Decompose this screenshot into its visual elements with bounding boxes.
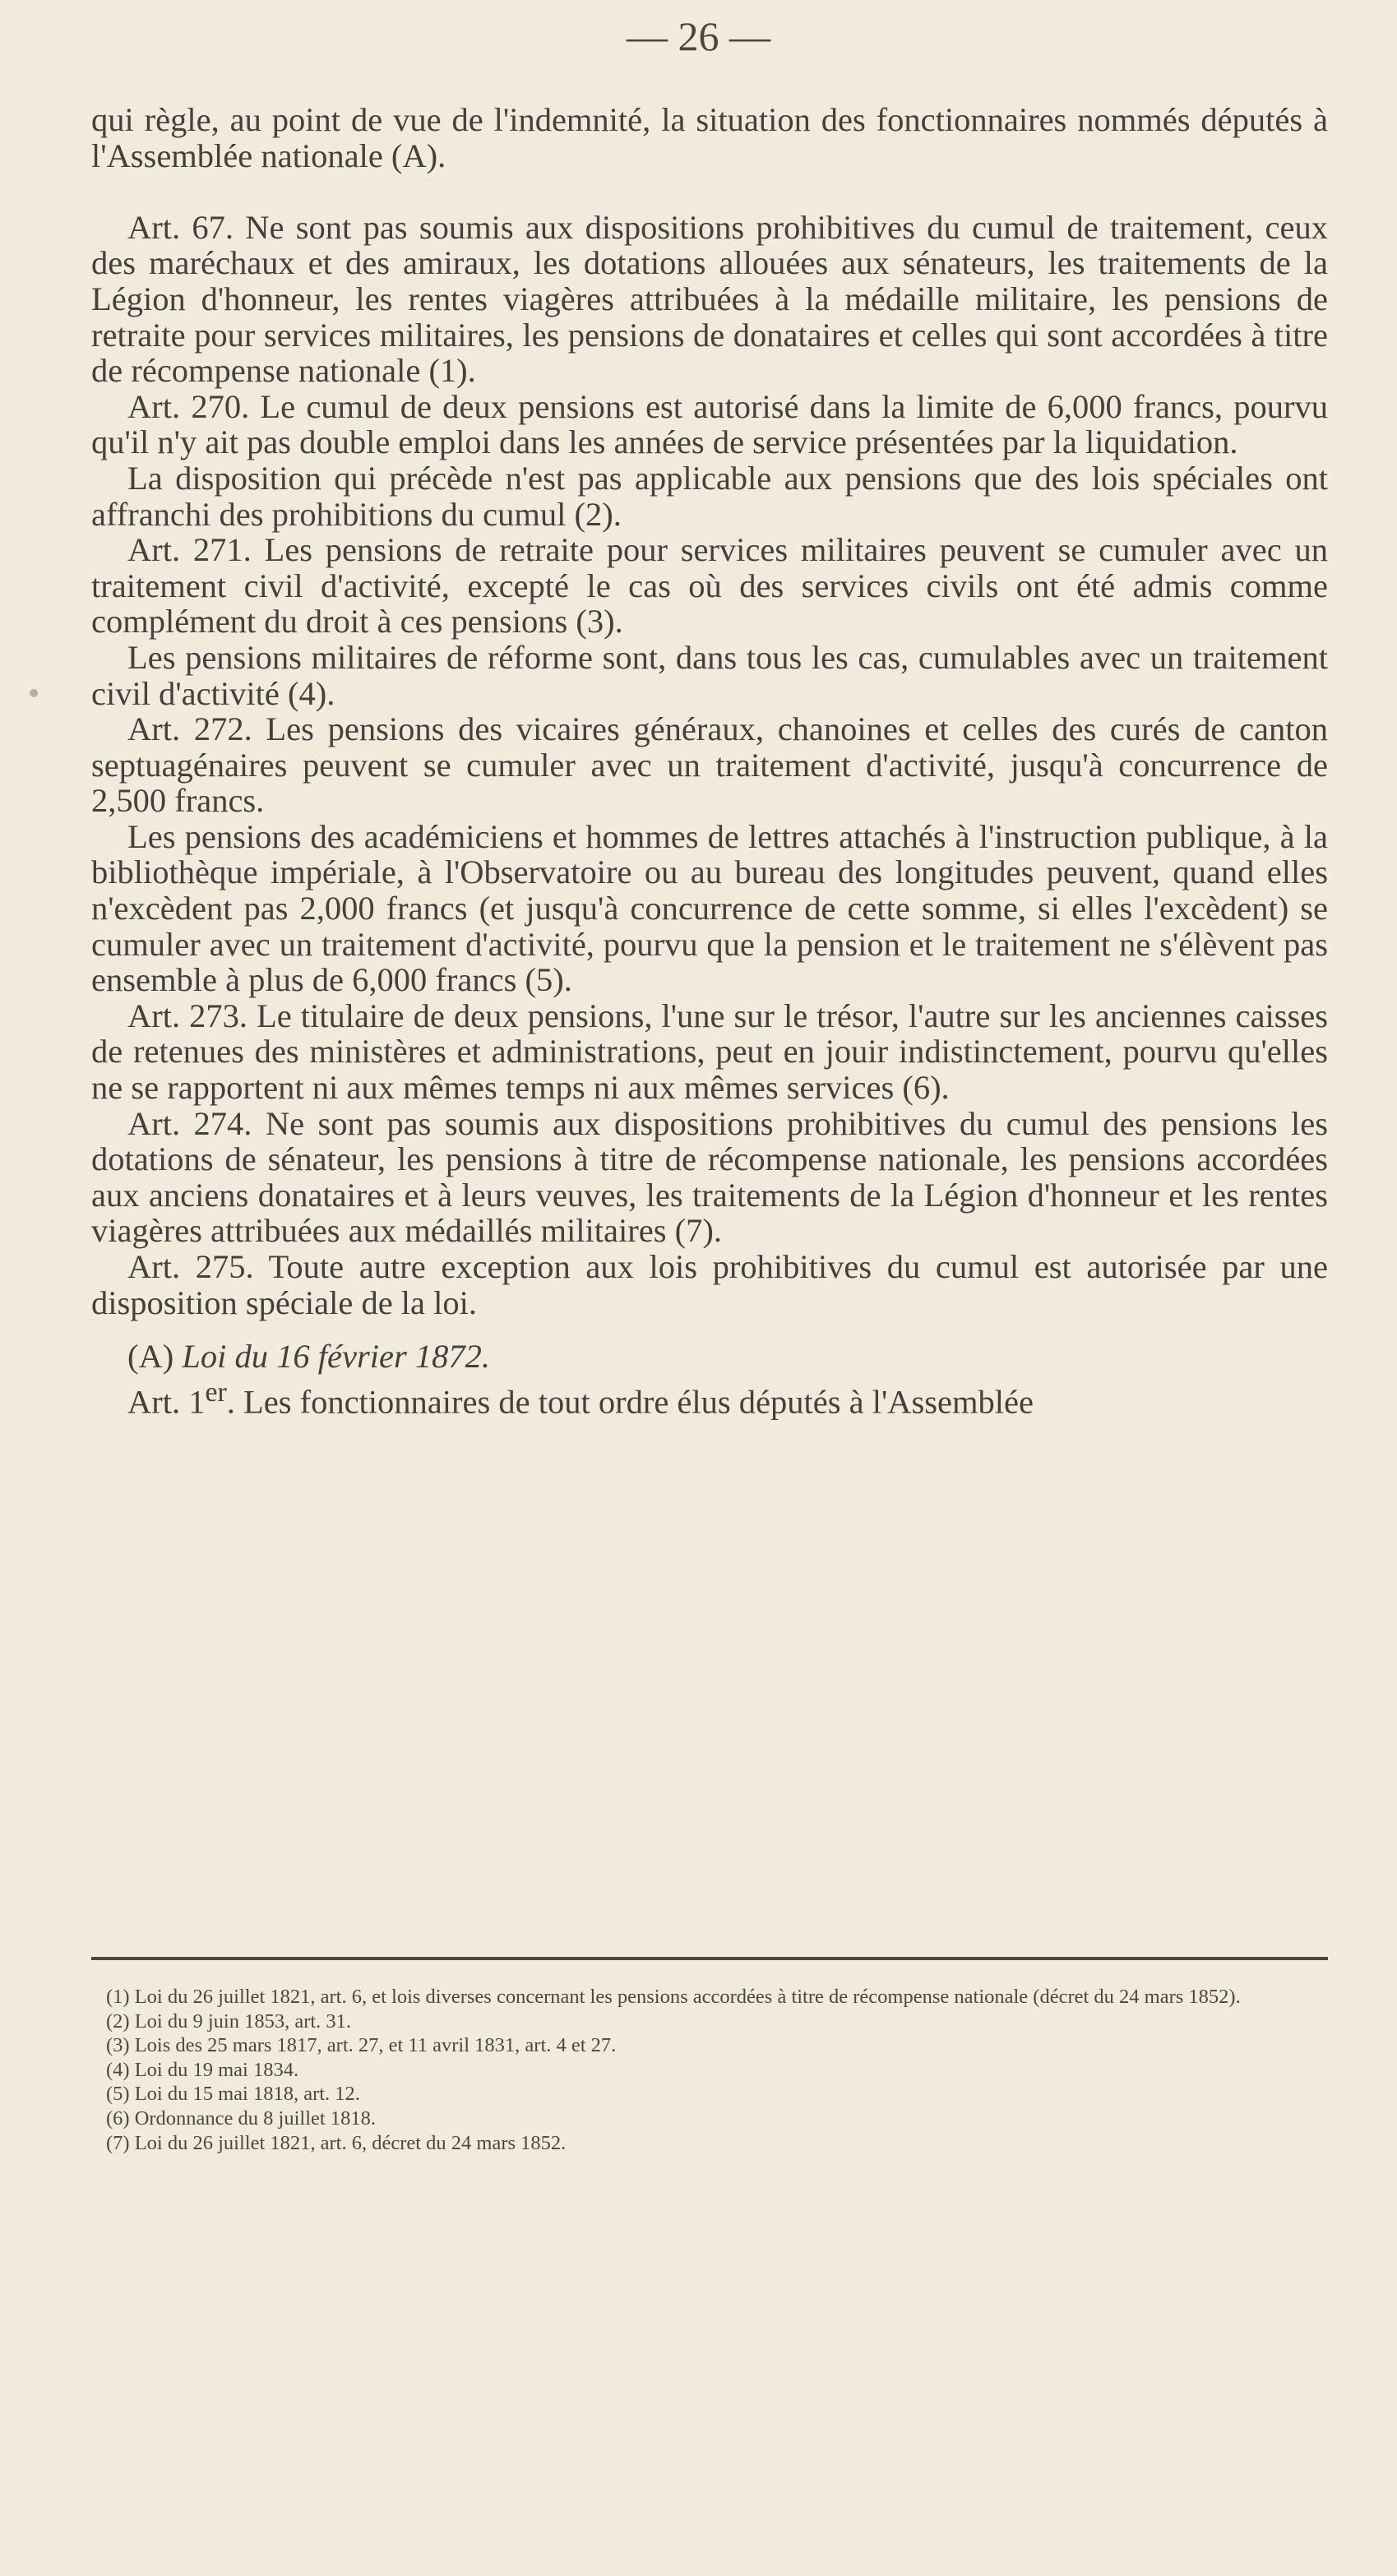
paragraph-art-272: Art. 272. Les pensions des vicaires généraux, chanoines et celles des curés de canton septuagénaires peuvent se cumuler avec un traitement d'activité, jusqu'à concurrence de 2,500 francs. (91, 710, 1328, 820)
footnote-5: (5) Loi du 15 mai 1818, art. 12. (106, 2083, 360, 2106)
footnote-1: (1) Loi du 26 juillet 1821, art. 6, et lois diverses concernant les pensions accordées à titre de récompense nationale (décret du 24 mars 1852). (106, 1986, 1241, 2008)
paragraph-note-a-art-1 (91, 1375, 1328, 1420)
paragraph-art-274: Art. 274. Ne sont pas soumis aux dispositions prohibitives du cumul des pensions les dotations de sénateur, les pensions à titre de récompense nationale, les pensions accordées aux anciens donataires et à leurs veuves, les traitements de la Légion d'honneur et les rentes viagères attribuées aux médaillés militaires (7). (91, 1104, 1328, 1250)
art-1-prefix: Art. 1 (127, 1383, 206, 1421)
page-number: — 26 — (627, 13, 770, 59)
footnote-7: (7) Loi du 26 juillet 1821, art. 6, décret du 24 mars 1852. (106, 2131, 567, 2154)
footnotes (91, 1985, 1328, 2155)
paper-blemish (30, 689, 38, 697)
footnote-2: (2) Loi du 9 juin 1853, art. 31. (106, 2009, 352, 2033)
art-1-superscript: er (205, 1376, 227, 1408)
footnote-separator (91, 1957, 1328, 1960)
paragraph-art-270-continued: La disposition qui précède n'est pas applicable aux pensions que des lois spéciales ont affranchi des prohibitions du cumul (2). (91, 459, 1328, 533)
paragraph-art-67: Art. 67. Ne sont pas soumis aux dispositions prohibitives du cumul de traitement, ceux des maréchaux et des amiraux, les dotations allouées aux sénateurs, les traitements de la Légion d'honneur, les rentes viagères attribuées à la médaille militaire, les pensions de retraite pour services militaires, les pensions de donataires et celles qui sont accordées à titre de récompense nationale (1). (91, 208, 1328, 390)
footnote-3: (3) Lois des 25 mars 1817, art. 27, et 11 avril 1831, art. 4 et 27. (106, 2034, 617, 2057)
note-a-title: Loi du 16 février 1872. (182, 1338, 490, 1376)
paragraph-art-272-continued: Les pensions des académiciens et hommes de lettres attachés à l'instruction publique, à la bibliothèque impériale, à l'Observatoire ou au bureau des longitudes peuvent, quand elles n'excèdent pas 2,000 francs (et jusqu'à concurrence de cette somme, si elles l'excèdent) se cumuler avec un traitement d'activité, pourvu que la pension et le traitement ne s'élèvent pas ensemble à plus de 6,000 francs (5). (91, 817, 1328, 999)
paragraph-art-273: Art. 273. Le titulaire de deux pensions, l'une sur le trésor, l'autre sur les anciennes caisses de retenues des ministères et administrations, peut en jouir indistinctement, pourvu qu'elles ne se rapportent ni aux mêmes temps ni aux mêmes services (6). (91, 997, 1328, 1107)
note-a-heading (91, 1339, 1328, 1375)
paragraph-art-271-continued: Les pensions militaires de réforme sont, dans tous les cas, cumulables avec un traitement civil d'activité (4). (91, 638, 1328, 712)
art-1-text: . Les fonctionnaires de tout ordre élus députés à l'Assemblée (226, 1383, 1034, 1421)
footnote-4: (4) Loi du 19 mai 1834. (106, 2058, 299, 2081)
main-text (91, 102, 1328, 1420)
paragraph-continuation: qui règle, au point de vue de l'indemnité, la situation des fonctionnaires nommés députés à l'Assemblée nationale (A). (91, 101, 1328, 174)
note-a-label: (A) (127, 1338, 174, 1376)
footnote-6: (6) Ordonnance du 8 juillet 1818. (106, 2107, 376, 2130)
paragraph-art-275: Art. 275. Toute autre exception aux lois prohibitives du cumul est autorisée par une disposition spéciale de la loi. (91, 1248, 1328, 1321)
paragraph-art-270: Art. 270. Le cumul de deux pensions est autorisé dans la limite de 6,000 francs, pourvu qu'il n'y ait pas double emploi dans les années de service présentées par la liquidation. (91, 387, 1328, 461)
paragraph-art-271: Art. 271. Les pensions de retraite pour services militaires peuvent se cumuler avec un traitement civil d'activité, excepté le cas où des services civils ont été admis comme complément du droit à ces pensions (3). (91, 531, 1328, 641)
